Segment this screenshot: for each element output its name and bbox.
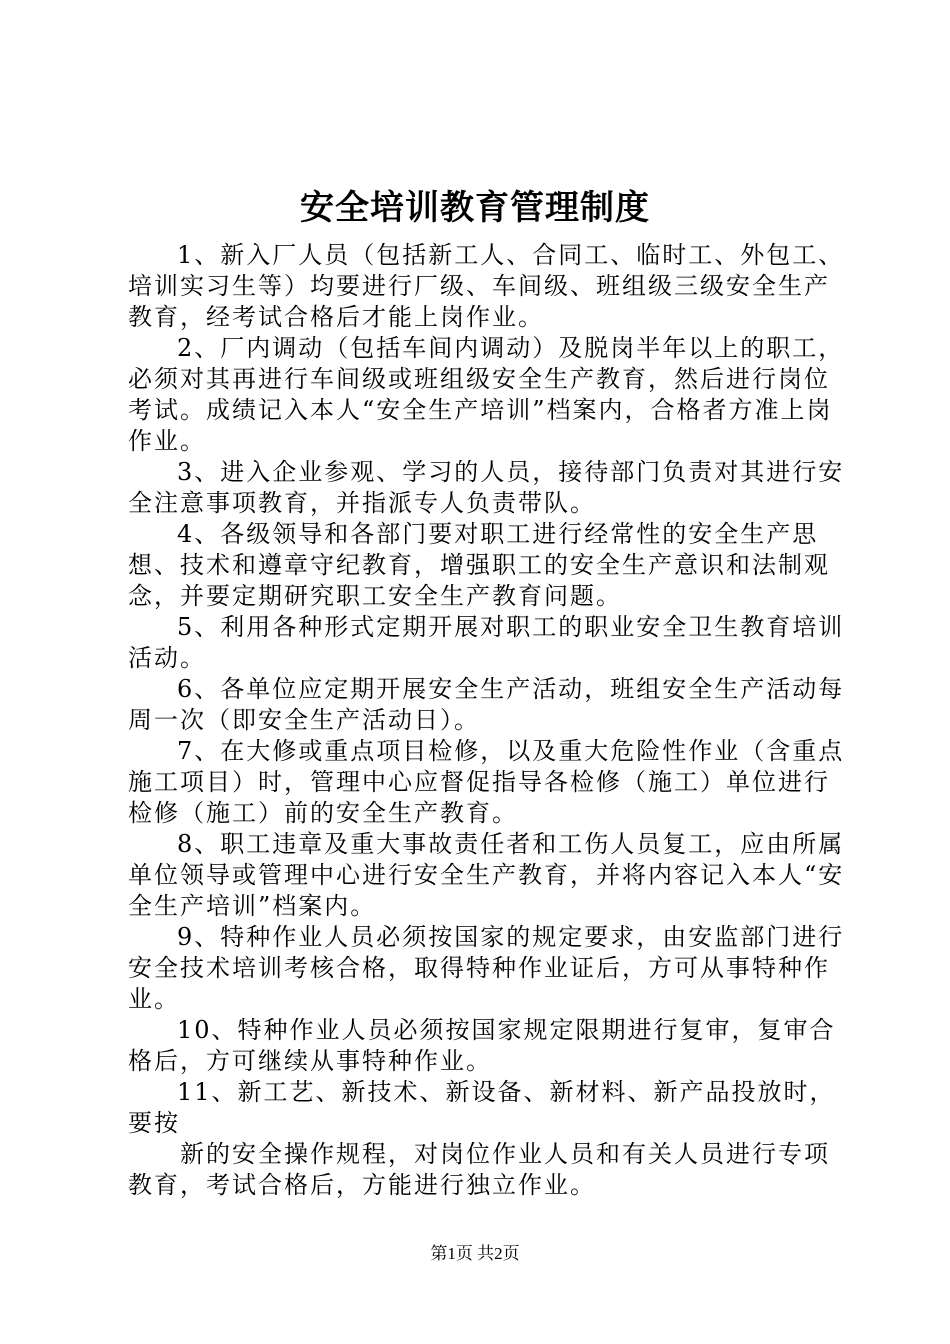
- paragraph-5: 5、利用各种形式定期开展对职工的职业安全卫生教育培训活动。: [128, 613, 845, 672]
- document-body: [128, 240, 848, 1201]
- paragraph-8: 8、职工违章及重大事故责任者和工伤人员复工，应由所属单位领导或管理中心进行安全生产教育，并将内容记入本人“安全生产培训”档案内。: [128, 830, 845, 920]
- paragraph-11-continued: 新的安全操作规程，对岗位作业人员和有关人员进行专项教育，考试合格后，方能进行独立作业。: [128, 1140, 830, 1199]
- paragraph-1: 1、新入厂人员（包括新工人、合同工、临时工、外包工、培训实习生等）均要进行厂级、车间级、班组级三级安全生产教育，经考试合格后才能上岗作业。: [128, 241, 845, 331]
- page-footer: 第1页 共2页: [430, 1244, 520, 1263]
- paragraph-11: 11、新工艺、新技术、新设备、新材料、新产品投放时，要按: [128, 1078, 836, 1137]
- paragraph-2: 2、厂内调动（包括车间内调动）及脱岗半年以上的职工，必须对其再进行车间级或班组级安全生产教育，然后进行岗位考试。成绩记入本人“安全生产培训”档案内，合格者方准上岗作业。: [128, 334, 845, 455]
- paragraph-7: 7、在大修或重点项目检修，以及重大危险性作业（含重点施工项目）时，管理中心应督促指导各检修（施工）单位进行检修（施工）前的安全生产教育。: [128, 737, 845, 827]
- paragraph-10: 10、特种作业人员必须按国家规定限期进行复审，复审合格后，方可继续从事特种作业。: [128, 1016, 836, 1075]
- paragraph-9: 9、特种作业人员必须按国家的规定要求，由安监部门进行安全技术培训考核合格，取得特种作业证后，方可从事特种作业。: [128, 923, 845, 1013]
- document-title: 安全培训教育管理制度: [300, 188, 650, 228]
- paragraph-4: 4、各级领导和各部门要对职工进行经常性的安全生产思想、技术和遵章守纪教育，增强职工的安全生产意识和法制观念，并要定期研究职工安全生产教育问题。: [128, 520, 830, 610]
- paragraph-6: 6、各单位应定期开展安全生产活动，班组安全生产活动每周一次（即安全生产活动日）。: [128, 675, 845, 734]
- paragraph-3: 3、进入企业参观、学习的人员，接待部门负责对其进行安全注意事项教育，并指派专人负责带队。: [128, 458, 845, 517]
